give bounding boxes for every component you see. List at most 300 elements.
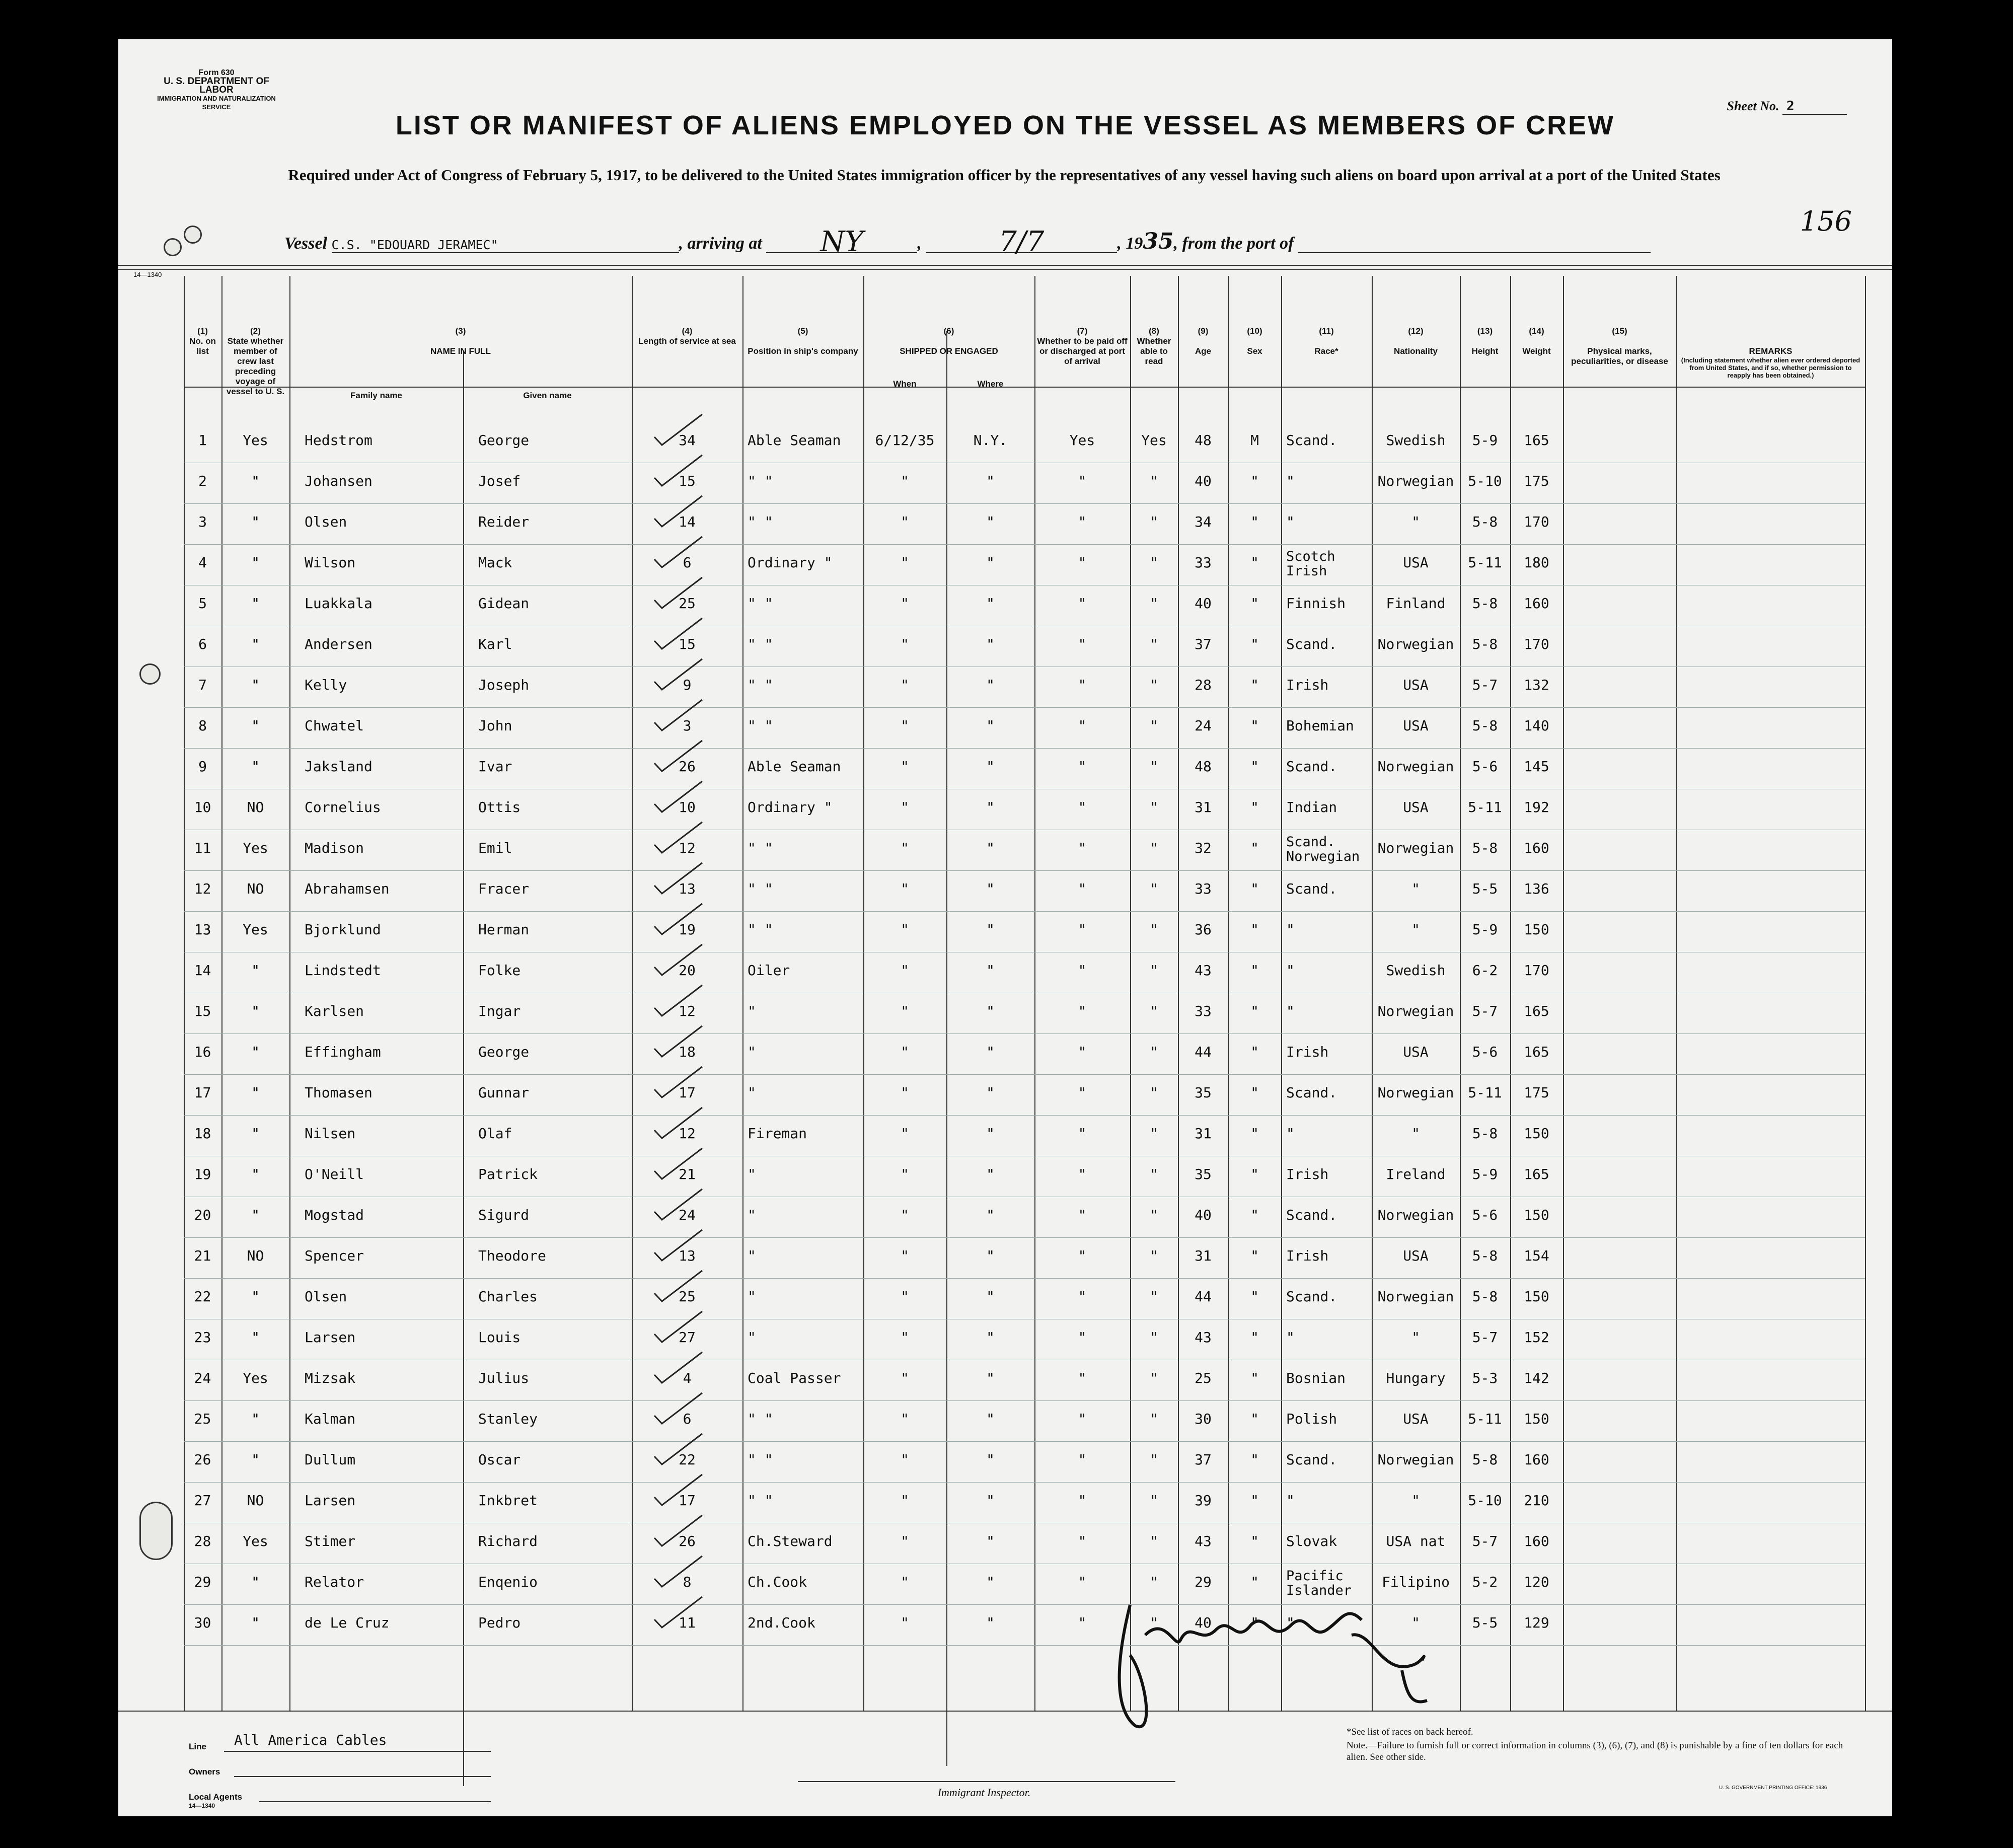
cell-read: " (1150, 554, 1158, 571)
cell-position: " " (748, 717, 773, 734)
cell-weight: 160 (1524, 595, 1549, 612)
vessel-label: Vessel (284, 234, 327, 253)
service-name: IMMIGRATION AND NATURALIZATION SERVICE (157, 95, 276, 111)
table-row (184, 952, 1865, 993)
cell-where: " (986, 1084, 995, 1101)
table-row (184, 1604, 1865, 1646)
cell-paid: " (1078, 921, 1087, 938)
cell-given: Theodore (478, 1247, 546, 1264)
cell-read: " (1150, 880, 1158, 897)
cell-sex: " (1250, 1247, 1259, 1264)
cell-service: 24 (679, 1207, 696, 1223)
cell-no: 7 (198, 677, 207, 693)
cell-age: 40 (1195, 473, 1212, 489)
cell-where: " (986, 1003, 995, 1019)
year-prefix: , 19 (1117, 234, 1143, 253)
cell-family: Abrahamsen (305, 880, 390, 897)
cell-height: 5-8 (1472, 1125, 1498, 1142)
cell-no: 18 (194, 1125, 211, 1142)
cell-read: " (1150, 1288, 1158, 1305)
cell-given: Herman (478, 921, 530, 938)
cell-paid: " (1078, 1044, 1087, 1060)
cell-when: " (901, 513, 909, 530)
cell-nationality: USA (1403, 717, 1429, 734)
cell-height: 5-8 (1472, 513, 1498, 530)
table-row (184, 993, 1865, 1034)
cell-nationality: " (1411, 513, 1420, 530)
cell-height: 5-8 (1472, 1247, 1498, 1264)
cell-race: Irish (1286, 1044, 1329, 1060)
cell-family: Mizsak (305, 1370, 356, 1386)
cell-race: Scand. (1286, 758, 1337, 775)
cell-prev: " (251, 1288, 260, 1305)
cell-no: 8 (198, 717, 207, 734)
cell-race: " (1286, 921, 1295, 938)
cell-position: Coal Passer (748, 1370, 841, 1386)
cell-service: 26 (679, 1533, 696, 1549)
table-row (184, 789, 1865, 830)
cell-no: 15 (194, 1003, 211, 1019)
cell-race: Polish (1286, 1411, 1337, 1427)
cell-sex: " (1250, 1044, 1259, 1060)
cell-paid: " (1078, 1614, 1087, 1631)
cell-service: 25 (679, 1288, 696, 1305)
vessel-name: C.S. "EDOUARD JERAMEC" (332, 238, 679, 253)
table-row (184, 1074, 1865, 1116)
cell-age: 31 (1195, 1125, 1212, 1142)
cell-height: 5-9 (1472, 432, 1498, 449)
cell-sex: " (1250, 962, 1259, 979)
cell-nationality: Ireland (1386, 1166, 1446, 1182)
cell-nationality: Norwegian (1377, 1084, 1454, 1101)
cell-height: 5-9 (1472, 1166, 1498, 1182)
cell-given: Josef (478, 473, 521, 489)
cell-read: " (1150, 595, 1158, 612)
cell-age: 43 (1195, 962, 1212, 979)
cell-when: " (901, 921, 909, 938)
cell-paid: " (1078, 1492, 1087, 1509)
table-row (184, 1033, 1865, 1075)
vessel-line: Vessel C.S. "EDOUARD JERAMEC" , arriving at NY , 7/7 , 1935, from the port of (284, 232, 1865, 253)
cell-weight: 129 (1524, 1614, 1549, 1631)
cell-height: 5-11 (1468, 799, 1502, 816)
cell-where: " (986, 636, 995, 652)
cell-read: " (1150, 1370, 1158, 1386)
cell-height: 5-11 (1468, 554, 1502, 571)
cell-prev: " (251, 1614, 260, 1631)
owners-label: Owners (189, 1767, 220, 1777)
col-header-10: (10) Sex (1247, 326, 1262, 356)
manifest-page (118, 39, 1892, 1816)
table-top-rule (118, 269, 1892, 270)
cell-race: Scand. (1286, 432, 1337, 449)
cell-prev: " (251, 513, 260, 530)
cell-no: 11 (194, 840, 211, 856)
check-mark-icon (652, 1554, 707, 1589)
cell-race: " (1286, 1003, 1295, 1019)
cell-no: 6 (198, 636, 207, 652)
cell-race: " (1286, 1329, 1295, 1346)
cell-race: Scand. (1286, 880, 1337, 897)
cell-height: 5-6 (1472, 758, 1498, 775)
cell-when: " (901, 677, 909, 693)
cell-paid: " (1078, 1166, 1087, 1182)
cell-sex: " (1250, 1329, 1259, 1346)
cell-family: Olsen (305, 1288, 347, 1305)
cell-read: " (1150, 840, 1158, 856)
cell-prev: " (251, 1411, 260, 1427)
cell-where: N.Y. (973, 432, 1008, 449)
cell-where: " (986, 1411, 995, 1427)
cell-paid: " (1078, 840, 1087, 856)
cell-given: Sigurd (478, 1207, 530, 1223)
cell-race: Scand. (1286, 1288, 1337, 1305)
cell-no: 9 (198, 758, 207, 775)
cell-where: " (986, 840, 995, 856)
cell-position: Ch.Cook (748, 1574, 807, 1590)
cell-where: " (986, 473, 995, 489)
col-header-1: (1) No. on list (189, 326, 216, 356)
cell-family: Larsen (305, 1492, 356, 1509)
cell-position: Able Seaman (748, 758, 841, 775)
cell-where: " (986, 595, 995, 612)
cell-read: " (1150, 799, 1158, 816)
cell-age: 31 (1195, 1247, 1212, 1264)
cell-given: John (478, 717, 512, 734)
col-header-7: (7) Whether to be paid off or discharged at port of arrival (1037, 326, 1128, 366)
cell-family: Thomasen (305, 1084, 372, 1101)
cell-paid: " (1078, 1574, 1087, 1590)
cell-position: Ordinary " (748, 799, 833, 816)
cell-when: " (901, 1533, 909, 1549)
cell-race: Scotch Irish (1286, 549, 1335, 579)
cell-sex: " (1250, 1207, 1259, 1223)
cell-nationality: Norwegian (1377, 758, 1454, 775)
cell-height: 5-11 (1468, 1084, 1502, 1101)
cell-no: 21 (194, 1247, 211, 1264)
cell-height: 5-8 (1472, 1288, 1498, 1305)
col-header-8: (8) Whether able to read (1137, 326, 1171, 366)
cell-weight: 175 (1524, 1084, 1549, 1101)
check-mark-icon (652, 983, 707, 1018)
cell-where: " (986, 717, 995, 734)
cell-height: 5-7 (1472, 1329, 1498, 1346)
cell-race: " (1286, 513, 1295, 530)
cell-family: Karlsen (305, 1003, 364, 1019)
cell-nationality: Norwegian (1377, 1003, 1454, 1019)
cell-when: " (901, 1574, 909, 1590)
cell-no: 23 (194, 1329, 211, 1346)
cell-race: " (1286, 473, 1295, 489)
cell-service: 27 (679, 1329, 696, 1346)
cell-read: " (1150, 921, 1158, 938)
cell-age: 33 (1195, 880, 1212, 897)
cell-position: Ordinary " (748, 554, 833, 571)
cell-sex: " (1250, 1574, 1259, 1590)
cell-age: 44 (1195, 1044, 1212, 1060)
footer-rule (118, 1711, 1892, 1712)
cell-service: 20 (679, 962, 696, 979)
cell-given: Richard (478, 1533, 538, 1549)
cell-given: George (478, 1044, 530, 1060)
cell-weight: 150 (1524, 1288, 1549, 1305)
cell-service: 14 (679, 513, 696, 530)
cell-height: 5-7 (1472, 1003, 1498, 1019)
cell-family: Hedstrom (305, 432, 372, 449)
cell-service: 6 (683, 1411, 692, 1427)
cell-service: 34 (679, 432, 696, 449)
cell-read: " (1150, 1247, 1158, 1264)
cell-nationality: " (1411, 1125, 1420, 1142)
check-mark-icon (652, 779, 707, 814)
cell-when: " (901, 1451, 909, 1468)
cell-read: " (1150, 1003, 1158, 1019)
line-value: All America Cables (234, 1732, 387, 1748)
from-port (1298, 252, 1651, 253)
cell-age: 44 (1195, 1288, 1212, 1305)
cell-sex: " (1250, 1166, 1259, 1182)
cell-no: 29 (194, 1574, 211, 1590)
cell-prev: NO (247, 880, 264, 897)
cell-family: Dullum (305, 1451, 356, 1468)
cell-sex: " (1250, 1125, 1259, 1142)
cell-nationality: " (1411, 1329, 1420, 1346)
cell-when: " (901, 1044, 909, 1060)
cell-position: " " (748, 513, 773, 530)
cell-given: Ottis (478, 799, 521, 816)
cell-when: " (901, 880, 909, 897)
form-number: Form 630 (198, 68, 235, 77)
cell-position: Ch.Steward (748, 1533, 833, 1549)
check-mark-icon (652, 1187, 707, 1222)
cell-where: " (986, 1451, 995, 1468)
cell-when: " (901, 554, 909, 571)
table-row (184, 1360, 1865, 1401)
table-row (184, 422, 1865, 463)
col-header-11: (11) Race* (1314, 326, 1338, 356)
table-row (184, 1400, 1865, 1442)
table-row (184, 830, 1865, 871)
cell-where: " (986, 962, 995, 979)
cell-paid: " (1078, 1533, 1087, 1549)
punch-hole (164, 238, 182, 256)
cell-family: Bjorklund (305, 921, 381, 938)
cell-paid: " (1078, 962, 1087, 979)
cell-weight: 170 (1524, 513, 1549, 530)
check-mark-icon (652, 1227, 707, 1263)
cell-weight: 150 (1524, 921, 1549, 938)
table-row (184, 1278, 1865, 1319)
cell-service: 3 (683, 717, 692, 734)
cell-service: 19 (679, 921, 696, 938)
check-mark-icon (652, 1513, 707, 1548)
cell-prev: Yes (243, 1533, 268, 1549)
cell-when: " (901, 1003, 909, 1019)
cell-age: 25 (1195, 1370, 1212, 1386)
cell-paid: " (1078, 1003, 1087, 1019)
cell-age: 33 (1195, 1003, 1212, 1019)
cell-service: 25 (679, 595, 696, 612)
cell-paid: " (1078, 880, 1087, 897)
cell-where: " (986, 1125, 995, 1142)
cell-family: Cornelius (305, 799, 381, 816)
cell-where: " (986, 677, 995, 693)
cell-paid: " (1078, 1247, 1087, 1264)
cell-service: 8 (683, 1574, 692, 1590)
cell-given: Olaf (478, 1125, 512, 1142)
col-header-6: (6) SHIPPED OR ENGAGED (900, 326, 998, 356)
cell-position: " " (748, 473, 773, 489)
cell-height: 5-10 (1468, 1492, 1502, 1509)
table-row (184, 707, 1865, 749)
cell-when: " (901, 1614, 909, 1631)
cell-race: Scand. (1286, 1451, 1337, 1468)
table-row (184, 585, 1865, 626)
cell-prev: Yes (243, 921, 268, 938)
cell-when: " (901, 758, 909, 775)
col-header-13: (13) Height (1471, 326, 1499, 356)
cell-read: " (1150, 1125, 1158, 1142)
cell-where: " (986, 1247, 995, 1264)
cell-read: " (1150, 717, 1158, 734)
cell-service: 11 (679, 1614, 696, 1631)
cell-age: 40 (1195, 1614, 1212, 1631)
table-row (184, 1156, 1865, 1197)
cell-height: 5-10 (1468, 473, 1502, 489)
cell-nationality: USA (1403, 1247, 1429, 1264)
cell-age: 35 (1195, 1166, 1212, 1182)
port-label: , from the port of (1173, 234, 1294, 253)
printing-office: U. S. GOVERNMENT PRINTING OFFICE: 1936 (1719, 1785, 1827, 1791)
cell-given: Mack (478, 554, 512, 571)
cell-sex: " (1250, 880, 1259, 897)
cell-weight: 132 (1524, 677, 1549, 693)
cell-sex: " (1250, 1003, 1259, 1019)
col-header-12: (12) Nationality (1394, 326, 1438, 356)
cell-nationality: USA (1403, 799, 1429, 816)
cell-nationality: Swedish (1386, 962, 1446, 979)
cell-prev: " (251, 677, 260, 693)
cell-service: 4 (683, 1370, 692, 1386)
cell-family: O'Neill (305, 1166, 364, 1182)
cell-height: 5-8 (1472, 636, 1498, 652)
cell-where: " (986, 880, 995, 897)
arriving-port: NY (766, 232, 917, 253)
cell-race: Irish (1286, 1166, 1329, 1182)
cell-prev: " (251, 1003, 260, 1019)
cell-nationality: Norwegian (1377, 840, 1454, 856)
cell-height: 5-5 (1472, 1614, 1498, 1631)
remarks-header: REMARKS (Including statement whether alien ever ordered deported from United States, and if so, whether permission to reapply has been obtained.) (1681, 346, 1860, 379)
check-mark-icon (652, 820, 707, 855)
cell-height: 5-11 (1468, 1411, 1502, 1427)
cell-no: 22 (194, 1288, 211, 1305)
cell-paid: " (1078, 595, 1087, 612)
stamp-code: 14—1340 (133, 271, 162, 278)
cell-when: " (901, 1125, 909, 1142)
cell-weight: 180 (1524, 554, 1549, 571)
cell-service: 12 (679, 1003, 696, 1019)
cell-given: George (478, 432, 530, 449)
table-row (184, 1237, 1865, 1279)
cell-weight: 140 (1524, 717, 1549, 734)
cell-age: 43 (1195, 1329, 1212, 1346)
cell-given: Ingar (478, 1003, 521, 1019)
cell-prev: " (251, 1125, 260, 1142)
cell-read: " (1150, 1207, 1158, 1223)
cell-where: " (986, 1533, 995, 1549)
check-mark-icon (652, 616, 707, 651)
col-header-15: (15) Physical marks, peculiarities, or disease (1571, 326, 1668, 366)
cell-where: " (986, 1370, 995, 1386)
cell-height: 5-2 (1472, 1574, 1498, 1590)
cell-position: Fireman (748, 1125, 807, 1142)
cell-when: " (901, 962, 909, 979)
cell-sex: " (1250, 758, 1259, 775)
cell-where: " (986, 554, 995, 571)
cell-service: 13 (679, 1247, 696, 1264)
cell-given: Charles (478, 1288, 538, 1305)
cell-paid: " (1078, 636, 1087, 652)
cell-family: Spencer (305, 1247, 364, 1264)
cell-weight: 192 (1524, 799, 1549, 816)
cell-nationality: USA nat (1386, 1533, 1446, 1549)
cell-prev: " (251, 962, 260, 979)
cell-given: Pedro (478, 1614, 521, 1631)
cell-family: Jaksland (305, 758, 372, 775)
check-mark-icon (652, 860, 707, 896)
inspector-label: Immigrant Inspector. (937, 1786, 1031, 1799)
cell-race: " (1286, 962, 1295, 979)
cell-where: " (986, 921, 995, 938)
cell-weight: 210 (1524, 1492, 1549, 1509)
cell-prev: " (251, 1044, 260, 1060)
cell-position: " " (748, 1451, 773, 1468)
cell-family: de Le Cruz (305, 1614, 390, 1631)
check-mark-icon (652, 1023, 707, 1059)
cell-prev: " (251, 1329, 260, 1346)
cell-nationality: USA (1403, 554, 1429, 571)
check-mark-icon (652, 575, 707, 610)
cell-age: 31 (1195, 799, 1212, 816)
cell-height: 5-5 (1472, 880, 1498, 897)
cell-sex: " (1250, 636, 1259, 652)
col-header-5: (5) Position in ship's company (748, 326, 858, 356)
cell-read: " (1150, 636, 1158, 652)
cell-sex: " (1250, 921, 1259, 938)
cell-family: Nilsen (305, 1125, 356, 1142)
cell-service: 6 (683, 554, 692, 571)
cell-age: 34 (1195, 513, 1212, 530)
check-mark-icon (652, 738, 707, 773)
check-mark-icon (652, 1431, 707, 1466)
cell-nationality: Swedish (1386, 432, 1446, 449)
cell-paid: " (1078, 473, 1087, 489)
cell-family: Lindstedt (305, 962, 381, 979)
cell-weight: 120 (1524, 1574, 1549, 1590)
cell-prev: Yes (243, 840, 268, 856)
cell-weight: 170 (1524, 636, 1549, 652)
cell-nationality: Finland (1386, 595, 1446, 612)
cell-race: Scand. (1286, 1084, 1337, 1101)
cell-race: " (1286, 1492, 1295, 1509)
cell-weight: 160 (1524, 1451, 1549, 1468)
cell-when: " (901, 1247, 909, 1264)
cell-prev: " (251, 717, 260, 734)
cell-race: Irish (1286, 677, 1329, 693)
cell-weight: 154 (1524, 1247, 1549, 1264)
cell-service: 12 (679, 840, 696, 856)
